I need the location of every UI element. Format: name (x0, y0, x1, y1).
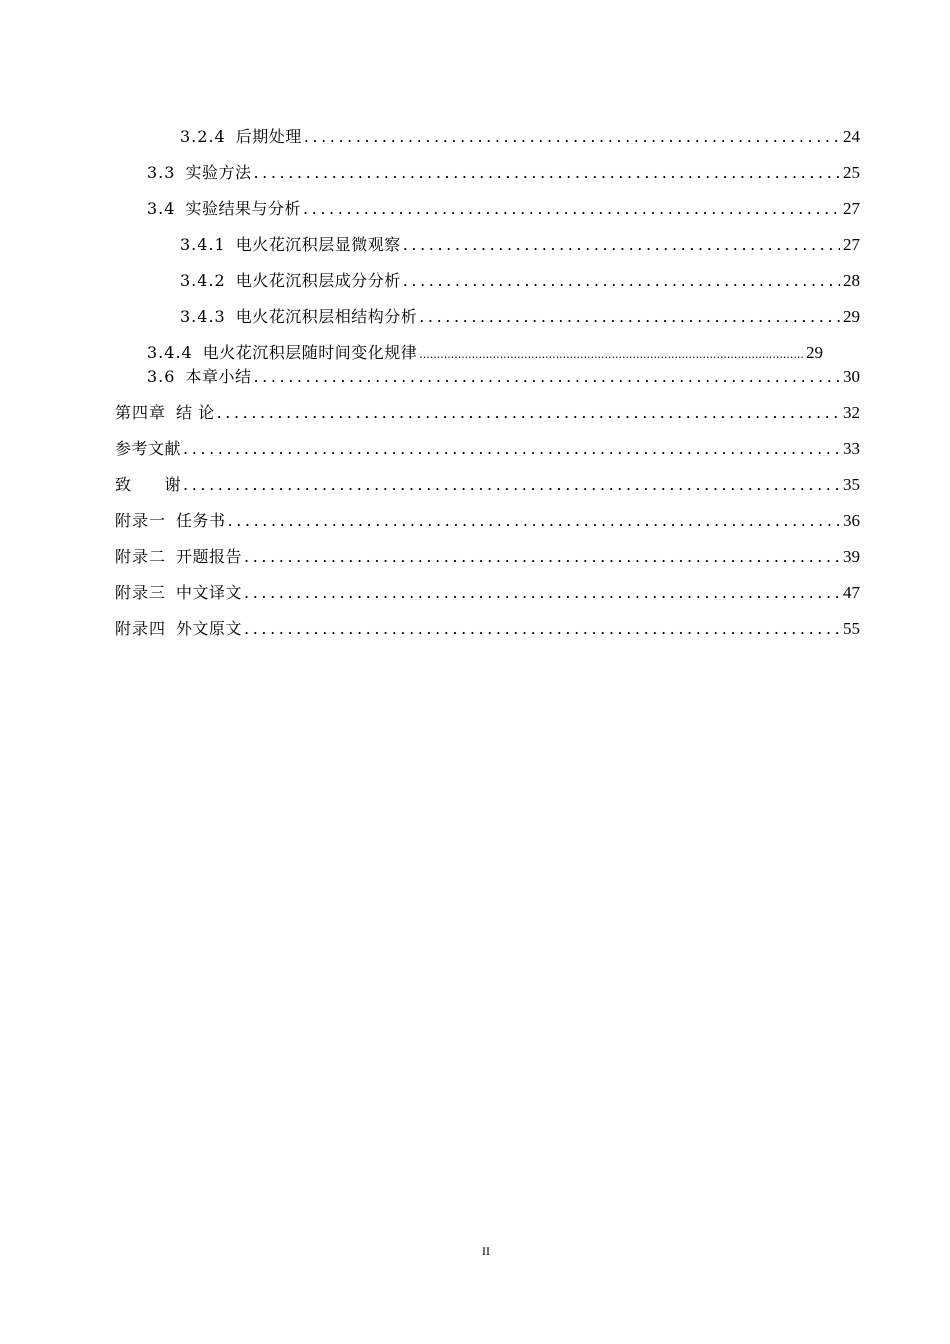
toc-entry-number: 3.6 (147, 367, 176, 386)
toc-entry-title: 电火花沉积层随时间变化规律 (202, 343, 418, 362)
toc-entry-title: 后期处理 (235, 127, 302, 146)
dot-leader (304, 126, 840, 148)
dot-leader (183, 438, 840, 460)
toc-entry-title: 本章小结 (185, 367, 252, 386)
dot-leader (403, 234, 840, 256)
toc-entry-number: 3.4.2 (180, 271, 226, 290)
toc-entry-chapter-4[interactable] (115, 396, 860, 424)
toc-entry-number: 3.4.4 (147, 343, 193, 362)
toc-entry-number: 附录一 (115, 511, 167, 530)
toc-entry-page: 36 (843, 511, 860, 530)
toc-entry-page: 27 (843, 235, 860, 254)
dot-leader (244, 582, 840, 604)
toc-entry-title: 开题报告 (176, 547, 243, 566)
toc-entry-title: 任务书 (176, 511, 226, 530)
toc-entry-page: 47 (843, 583, 860, 602)
toc-entry-3-4[interactable] (147, 192, 860, 220)
toc-entry-page: 29 (806, 343, 823, 362)
toc-entry-number: 3.4.3 (180, 307, 226, 326)
toc-entry-title: 电火花沉积层成分分析 (235, 271, 401, 290)
page-number-footer: II (482, 1244, 490, 1258)
toc-entry-references[interactable] (115, 432, 860, 460)
toc-entry-3-6[interactable] (147, 360, 860, 388)
toc-entry-title: 电火花沉积层相结构分析 (235, 307, 418, 326)
toc-entry-title: 致 谢 (115, 475, 182, 494)
toc-entry-title: 电火花沉积层显微观察 (235, 235, 401, 254)
toc-entry-page: 30 (843, 367, 860, 386)
toc-entry-number: 3.4.1 (180, 235, 226, 254)
toc-entry-3-4-2[interactable] (180, 264, 860, 292)
dot-leader (228, 510, 840, 532)
toc-entry-page: 32 (843, 403, 860, 422)
dot-leader (419, 306, 840, 328)
dot-leader (253, 366, 840, 388)
toc-entry-title: 中文译文 (176, 583, 243, 602)
toc-entry-page: 55 (843, 619, 860, 638)
toc-entry-title: 实验结果与分析 (185, 199, 301, 218)
toc-entry-number: 附录四 (115, 619, 167, 638)
toc-entry-3-4-1[interactable] (180, 228, 860, 256)
dot-leader (244, 546, 840, 568)
toc-entry-number: 3.2.4 (180, 127, 226, 146)
toc-entry-page: 28 (843, 271, 860, 290)
dot-leader (303, 198, 840, 220)
toc-entry-number: 附录二 (115, 547, 167, 566)
toc-entry-appendix-2[interactable] (115, 540, 860, 568)
toc-entry-3-3[interactable] (147, 156, 860, 184)
toc-entry-number: 附录三 (115, 583, 167, 602)
toc-entry-number: 3.3 (147, 163, 176, 182)
toc-entry-number: 3.4 (147, 199, 176, 218)
dot-leader (253, 162, 840, 184)
toc-entry-appendix-3[interactable] (115, 576, 860, 604)
toc-entry-number: 第四章 (115, 403, 167, 422)
toc-entry-appendix-1[interactable] (115, 504, 860, 532)
toc-entry-page: 39 (843, 547, 860, 566)
toc-entry-page: 35 (843, 475, 860, 494)
toc-entry-3-2-4[interactable] (180, 120, 860, 148)
toc-entry-page: 33 (843, 439, 860, 458)
toc-entry-3-4-3[interactable] (180, 300, 860, 328)
toc-entry-page: 27 (843, 199, 860, 218)
toc-entry-page: 24 (843, 127, 860, 146)
toc-entry-acknowledgements[interactable] (115, 468, 860, 496)
toc-entry-title: 实验方法 (185, 163, 252, 182)
dot-leader (217, 402, 840, 424)
toc-entry-page: 25 (843, 163, 860, 182)
toc-entry-title: 外文原文 (176, 619, 243, 638)
toc-entry-title: 参考文献 (115, 439, 182, 458)
dot-leader (403, 270, 840, 292)
dot-leader (244, 618, 840, 640)
toc-entry-appendix-4[interactable] (115, 612, 860, 640)
toc-entry-title: 结 论 (176, 403, 215, 422)
toc-entry-page: 29 (843, 307, 860, 326)
dot-leader (183, 474, 840, 496)
